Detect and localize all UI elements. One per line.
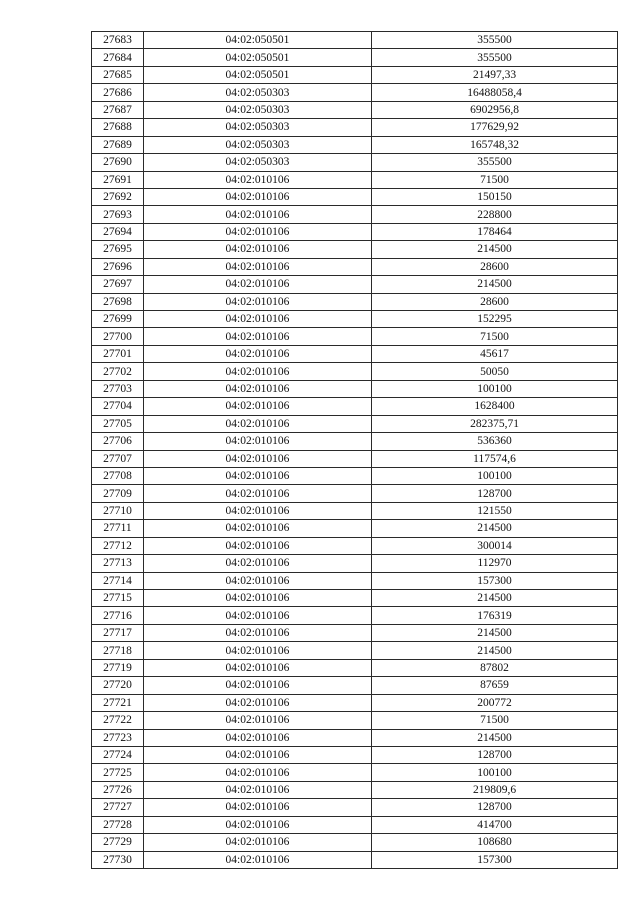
cadastral-code-cell: 04:02:050303 bbox=[144, 154, 372, 171]
data-table bbox=[91, 31, 618, 869]
cadastral-code-cell: 04:02:010106 bbox=[144, 764, 372, 781]
table-row bbox=[92, 136, 618, 153]
cadastral-code-cell: 04:02:010106 bbox=[144, 450, 372, 467]
table-row bbox=[92, 799, 618, 816]
value-cell: 87802 bbox=[372, 659, 618, 676]
cadastral-code-cell: 04:02:010106 bbox=[144, 380, 372, 397]
row-number-cell: 27720 bbox=[92, 677, 144, 694]
cadastral-code-cell: 04:02:010106 bbox=[144, 834, 372, 851]
table-row bbox=[92, 729, 618, 746]
value-cell: 121550 bbox=[372, 502, 618, 519]
table-row bbox=[92, 398, 618, 415]
value-cell: 214500 bbox=[372, 729, 618, 746]
table-row bbox=[92, 293, 618, 310]
table-row bbox=[92, 66, 618, 83]
cadastral-code-cell: 04:02:010106 bbox=[144, 729, 372, 746]
table-row bbox=[92, 154, 618, 171]
table-row bbox=[92, 642, 618, 659]
table-row bbox=[92, 101, 618, 118]
value-cell: 214500 bbox=[372, 642, 618, 659]
cadastral-code-cell: 04:02:010106 bbox=[144, 311, 372, 328]
row-number-cell: 27684 bbox=[92, 49, 144, 66]
value-cell: 282375,71 bbox=[372, 415, 618, 432]
cadastral-code-cell: 04:02:010106 bbox=[144, 799, 372, 816]
value-cell: 157300 bbox=[372, 851, 618, 868]
table-row bbox=[92, 415, 618, 432]
row-number-cell: 27728 bbox=[92, 816, 144, 833]
table-row bbox=[92, 467, 618, 484]
cadastral-code-cell: 04:02:010106 bbox=[144, 433, 372, 450]
row-number-cell: 27713 bbox=[92, 555, 144, 572]
value-cell: 71500 bbox=[372, 712, 618, 729]
cadastral-code-cell: 04:02:050501 bbox=[144, 66, 372, 83]
value-cell: 214500 bbox=[372, 276, 618, 293]
table-row bbox=[92, 851, 618, 868]
table-row bbox=[92, 537, 618, 554]
row-number-cell: 27724 bbox=[92, 746, 144, 763]
value-cell: 45617 bbox=[372, 345, 618, 362]
row-number-cell: 27708 bbox=[92, 467, 144, 484]
cadastral-code-cell: 04:02:010106 bbox=[144, 851, 372, 868]
value-cell: 152295 bbox=[372, 311, 618, 328]
value-cell: 28600 bbox=[372, 293, 618, 310]
table-row bbox=[92, 345, 618, 362]
row-number-cell: 27725 bbox=[92, 764, 144, 781]
value-cell: 150150 bbox=[372, 188, 618, 205]
cadastral-code-cell: 04:02:010106 bbox=[144, 590, 372, 607]
value-cell: 128700 bbox=[372, 485, 618, 502]
table-row bbox=[92, 677, 618, 694]
value-cell: 21497,33 bbox=[372, 66, 618, 83]
cadastral-code-cell: 04:02:010106 bbox=[144, 328, 372, 345]
cadastral-code-cell: 04:02:050303 bbox=[144, 101, 372, 118]
value-cell: 117574,6 bbox=[372, 450, 618, 467]
value-cell: 71500 bbox=[372, 171, 618, 188]
row-number-cell: 27685 bbox=[92, 66, 144, 83]
value-cell: 214500 bbox=[372, 590, 618, 607]
value-cell: 157300 bbox=[372, 572, 618, 589]
table-row bbox=[92, 258, 618, 275]
row-number-cell: 27694 bbox=[92, 223, 144, 240]
row-number-cell: 27707 bbox=[92, 450, 144, 467]
cadastral-code-cell: 04:02:050303 bbox=[144, 136, 372, 153]
table-row bbox=[92, 171, 618, 188]
cadastral-code-cell: 04:02:010106 bbox=[144, 276, 372, 293]
table-row bbox=[92, 694, 618, 711]
value-cell: 228800 bbox=[372, 206, 618, 223]
cadastral-code-cell: 04:02:050303 bbox=[144, 119, 372, 136]
cadastral-code-cell: 04:02:010106 bbox=[144, 572, 372, 589]
cadastral-code-cell: 04:02:010106 bbox=[144, 694, 372, 711]
table-row bbox=[92, 712, 618, 729]
value-cell: 219809,6 bbox=[372, 781, 618, 798]
value-cell: 214500 bbox=[372, 624, 618, 641]
value-cell: 536360 bbox=[372, 433, 618, 450]
row-number-cell: 27687 bbox=[92, 101, 144, 118]
cadastral-code-cell: 04:02:010106 bbox=[144, 555, 372, 572]
row-number-cell: 27714 bbox=[92, 572, 144, 589]
value-cell: 6902956,8 bbox=[372, 101, 618, 118]
cadastral-code-cell: 04:02:010106 bbox=[144, 345, 372, 362]
table-row bbox=[92, 572, 618, 589]
cadastral-code-cell: 04:02:010106 bbox=[144, 467, 372, 484]
cadastral-code-cell: 04:02:010106 bbox=[144, 223, 372, 240]
value-cell: 214500 bbox=[372, 520, 618, 537]
table-row bbox=[92, 119, 618, 136]
row-number-cell: 27695 bbox=[92, 241, 144, 258]
row-number-cell: 27704 bbox=[92, 398, 144, 415]
cadastral-code-cell: 04:02:010106 bbox=[144, 537, 372, 554]
cadastral-code-cell: 04:02:010106 bbox=[144, 816, 372, 833]
value-cell: 100100 bbox=[372, 467, 618, 484]
cadastral-code-cell: 04:02:010106 bbox=[144, 363, 372, 380]
row-number-cell: 27726 bbox=[92, 781, 144, 798]
cadastral-code-cell: 04:02:010106 bbox=[144, 746, 372, 763]
row-number-cell: 27691 bbox=[92, 171, 144, 188]
cadastral-code-cell: 04:02:010106 bbox=[144, 502, 372, 519]
table-row bbox=[92, 624, 618, 641]
table-row bbox=[92, 223, 618, 240]
row-number-cell: 27701 bbox=[92, 345, 144, 362]
value-cell: 108680 bbox=[372, 834, 618, 851]
cadastral-code-cell: 04:02:010106 bbox=[144, 659, 372, 676]
value-cell: 214500 bbox=[372, 241, 618, 258]
table-row bbox=[92, 380, 618, 397]
row-number-cell: 27721 bbox=[92, 694, 144, 711]
row-number-cell: 27693 bbox=[92, 206, 144, 223]
cadastral-code-cell: 04:02:010106 bbox=[144, 293, 372, 310]
row-number-cell: 27688 bbox=[92, 119, 144, 136]
table-row bbox=[92, 311, 618, 328]
row-number-cell: 27697 bbox=[92, 276, 144, 293]
value-cell: 87659 bbox=[372, 677, 618, 694]
cadastral-code-cell: 04:02:010106 bbox=[144, 415, 372, 432]
row-number-cell: 27690 bbox=[92, 154, 144, 171]
value-cell: 300014 bbox=[372, 537, 618, 554]
cadastral-code-cell: 04:02:050501 bbox=[144, 49, 372, 66]
value-cell: 200772 bbox=[372, 694, 618, 711]
value-cell: 355500 bbox=[372, 49, 618, 66]
cadastral-code-cell: 04:02:010106 bbox=[144, 642, 372, 659]
row-number-cell: 27730 bbox=[92, 851, 144, 868]
row-number-cell: 27702 bbox=[92, 363, 144, 380]
value-cell: 177629,92 bbox=[372, 119, 618, 136]
table-row bbox=[92, 764, 618, 781]
row-number-cell: 27689 bbox=[92, 136, 144, 153]
row-number-cell: 27723 bbox=[92, 729, 144, 746]
value-cell: 71500 bbox=[372, 328, 618, 345]
row-number-cell: 27712 bbox=[92, 537, 144, 554]
cadastral-code-cell: 04:02:010106 bbox=[144, 485, 372, 502]
table-row bbox=[92, 433, 618, 450]
table-row bbox=[92, 206, 618, 223]
value-cell: 414700 bbox=[372, 816, 618, 833]
cadastral-code-cell: 04:02:010106 bbox=[144, 520, 372, 537]
row-number-cell: 27710 bbox=[92, 502, 144, 519]
table-row bbox=[92, 659, 618, 676]
table-row bbox=[92, 49, 618, 66]
table-row bbox=[92, 607, 618, 624]
row-number-cell: 27686 bbox=[92, 84, 144, 101]
row-number-cell: 27700 bbox=[92, 328, 144, 345]
table-row bbox=[92, 328, 618, 345]
value-cell: 28600 bbox=[372, 258, 618, 275]
table-row bbox=[92, 450, 618, 467]
cadastral-code-cell: 04:02:010106 bbox=[144, 171, 372, 188]
table-row bbox=[92, 84, 618, 101]
value-cell: 355500 bbox=[372, 154, 618, 171]
table-row bbox=[92, 32, 618, 49]
row-number-cell: 27729 bbox=[92, 834, 144, 851]
row-number-cell: 27705 bbox=[92, 415, 144, 432]
row-number-cell: 27717 bbox=[92, 624, 144, 641]
value-cell: 178464 bbox=[372, 223, 618, 240]
cadastral-code-cell: 04:02:010106 bbox=[144, 607, 372, 624]
cadastral-code-cell: 04:02:010106 bbox=[144, 188, 372, 205]
value-cell: 1628400 bbox=[372, 398, 618, 415]
row-number-cell: 27703 bbox=[92, 380, 144, 397]
row-number-cell: 27696 bbox=[92, 258, 144, 275]
row-number-cell: 27716 bbox=[92, 607, 144, 624]
table-row bbox=[92, 485, 618, 502]
value-cell: 128700 bbox=[372, 746, 618, 763]
row-number-cell: 27711 bbox=[92, 520, 144, 537]
row-number-cell: 27709 bbox=[92, 485, 144, 502]
row-number-cell: 27698 bbox=[92, 293, 144, 310]
value-cell: 176319 bbox=[372, 607, 618, 624]
value-cell: 128700 bbox=[372, 799, 618, 816]
row-number-cell: 27699 bbox=[92, 311, 144, 328]
row-number-cell: 27706 bbox=[92, 433, 144, 450]
value-cell: 100100 bbox=[372, 764, 618, 781]
row-number-cell: 27727 bbox=[92, 799, 144, 816]
table-row bbox=[92, 188, 618, 205]
cadastral-code-cell: 04:02:010106 bbox=[144, 398, 372, 415]
cadastral-code-cell: 04:02:050303 bbox=[144, 84, 372, 101]
cadastral-code-cell: 04:02:010106 bbox=[144, 206, 372, 223]
row-number-cell: 27715 bbox=[92, 590, 144, 607]
table-row bbox=[92, 816, 618, 833]
row-number-cell: 27719 bbox=[92, 659, 144, 676]
table-row bbox=[92, 363, 618, 380]
value-cell: 16488058,4 bbox=[372, 84, 618, 101]
cadastral-code-cell: 04:02:050501 bbox=[144, 32, 372, 49]
row-number-cell: 27722 bbox=[92, 712, 144, 729]
table-row bbox=[92, 746, 618, 763]
table-row bbox=[92, 781, 618, 798]
table-row bbox=[92, 520, 618, 537]
table-row bbox=[92, 241, 618, 258]
value-cell: 165748,32 bbox=[372, 136, 618, 153]
table-row bbox=[92, 555, 618, 572]
cadastral-code-cell: 04:02:010106 bbox=[144, 624, 372, 641]
row-number-cell: 27718 bbox=[92, 642, 144, 659]
cadastral-code-cell: 04:02:010106 bbox=[144, 258, 372, 275]
cadastral-code-cell: 04:02:010106 bbox=[144, 241, 372, 258]
table-row bbox=[92, 502, 618, 519]
table-row bbox=[92, 834, 618, 851]
cadastral-code-cell: 04:02:010106 bbox=[144, 677, 372, 694]
table-row bbox=[92, 276, 618, 293]
value-cell: 50050 bbox=[372, 363, 618, 380]
table-body bbox=[92, 32, 618, 869]
cadastral-code-cell: 04:02:010106 bbox=[144, 712, 372, 729]
row-number-cell: 27692 bbox=[92, 188, 144, 205]
row-number-cell: 27683 bbox=[92, 32, 144, 49]
value-cell: 100100 bbox=[372, 380, 618, 397]
table-row bbox=[92, 590, 618, 607]
cadastral-code-cell: 04:02:010106 bbox=[144, 781, 372, 798]
value-cell: 112970 bbox=[372, 555, 618, 572]
value-cell: 355500 bbox=[372, 32, 618, 49]
